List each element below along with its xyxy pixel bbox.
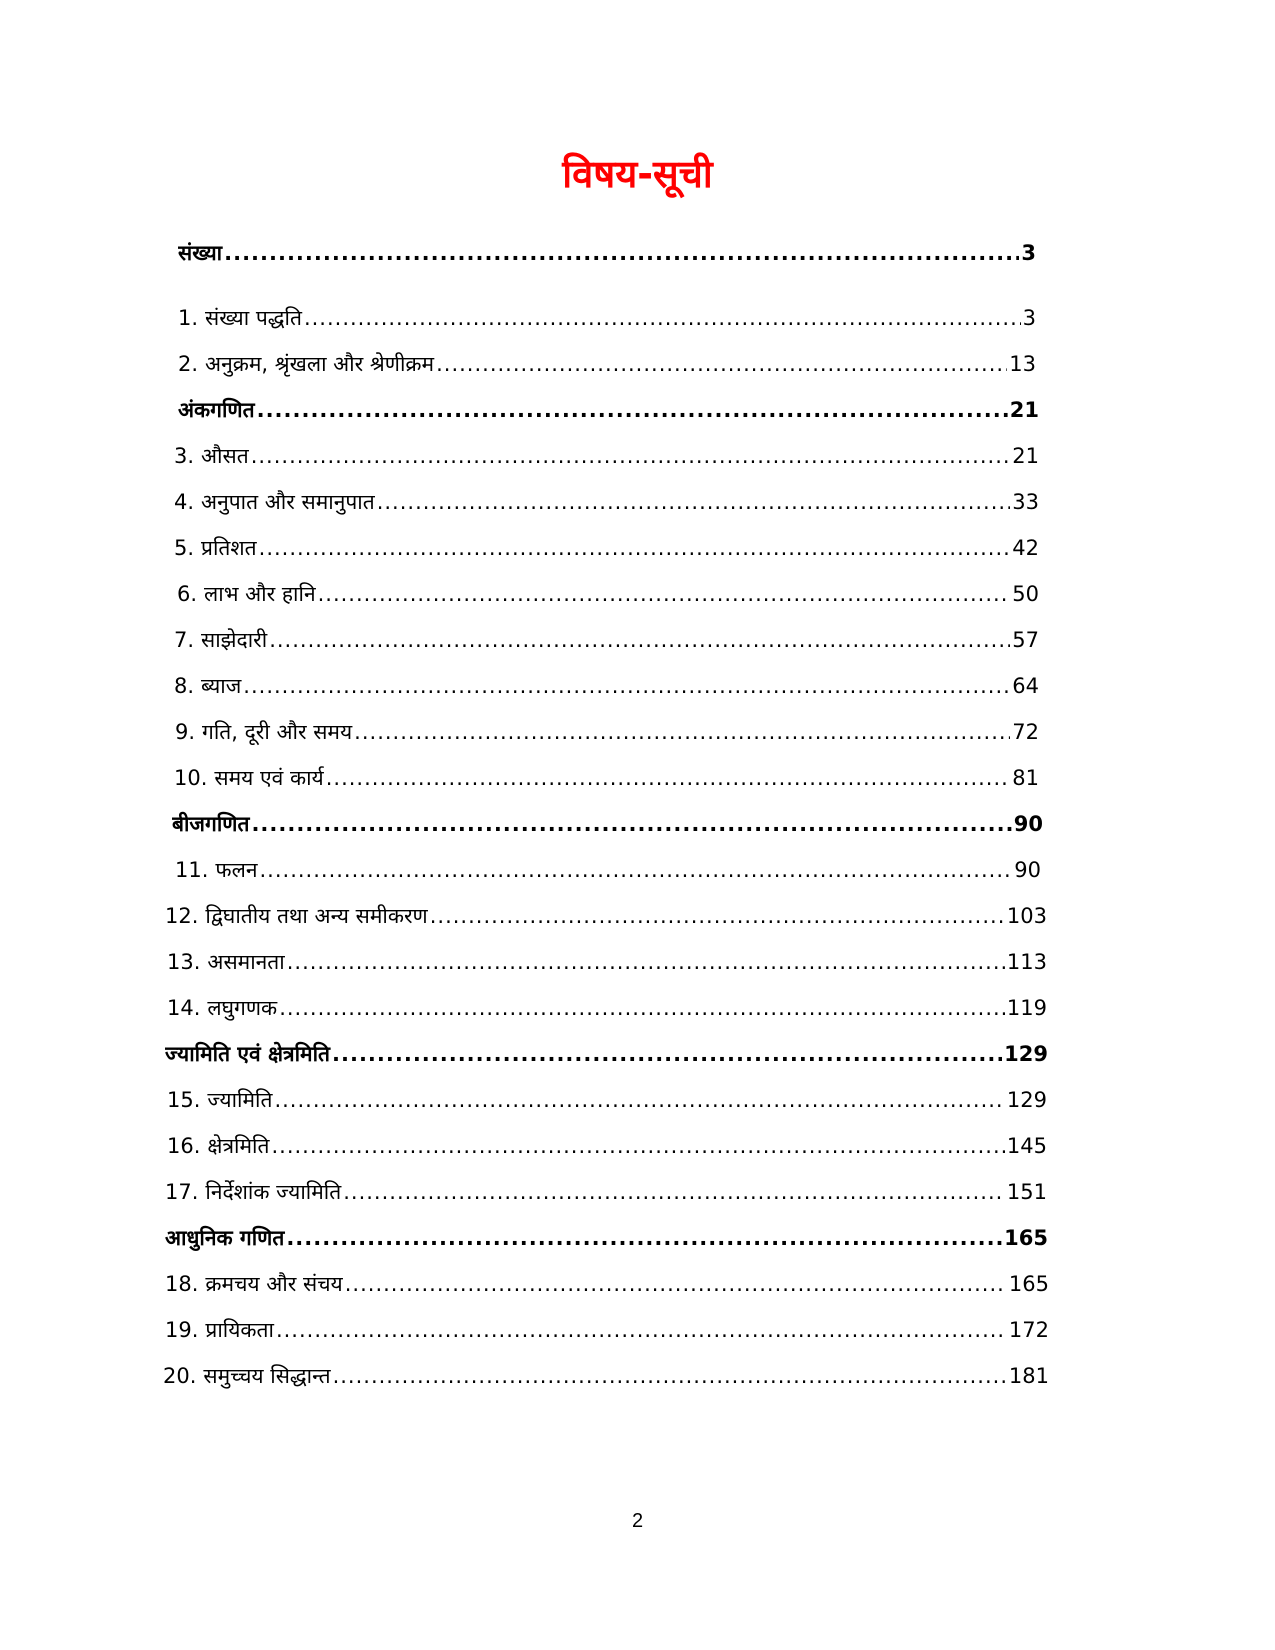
- toc-entry-label: [165, 1223, 284, 1253]
- toc-chapter-entry[interactable]: [165, 1315, 1049, 1345]
- toc-entry-page: 81: [1012, 766, 1039, 790]
- toc-entry-page: 57: [1012, 628, 1039, 652]
- toc-entry-page: 50: [1012, 582, 1039, 606]
- toc-section-entry[interactable]: [165, 1223, 1048, 1253]
- dot-leader: [354, 717, 1010, 747]
- dot-leader: [343, 1177, 1005, 1207]
- toc-entry-number: 7.: [174, 628, 195, 652]
- toc-entry-title: समय एवं कार्य: [214, 766, 324, 790]
- toc-entry-page: 90: [1014, 858, 1041, 882]
- toc-entry-number: 5.: [174, 536, 195, 560]
- toc-entry-page: 42: [1012, 536, 1039, 560]
- dot-leader: [260, 855, 1013, 885]
- toc-entry-label: [178, 395, 255, 425]
- toc-entry-title: असमानता: [207, 950, 285, 974]
- toc-entry-label: [178, 349, 434, 379]
- toc-entry-page: 72: [1012, 720, 1039, 744]
- toc-entry-title: आधुनिक गणित: [165, 1226, 285, 1250]
- toc-entry-label: [174, 763, 324, 793]
- toc-entry-page: 119: [1006, 996, 1047, 1020]
- toc-entry-label: [163, 1361, 331, 1391]
- toc-entry-label: [174, 671, 241, 701]
- dot-leader: [274, 1085, 1004, 1115]
- toc-entry-label: [165, 1039, 330, 1069]
- toc-entry-title: ज्यामिति: [207, 1088, 273, 1112]
- toc-entry-label: [174, 625, 267, 655]
- toc-entry-number: 11.: [175, 858, 209, 882]
- toc-entry-number: 13.: [167, 950, 201, 974]
- toc-entry-number: 3.: [174, 444, 195, 468]
- toc-chapter-entry[interactable]: [165, 1269, 1049, 1299]
- toc-entry-label: [175, 717, 352, 747]
- toc-entry-title: ब्याज: [201, 674, 242, 698]
- toc-chapter-entry[interactable]: [174, 487, 1039, 517]
- toc-chapter-entry[interactable]: [175, 717, 1039, 747]
- toc-entry-page: 103: [1006, 904, 1047, 928]
- toc-chapter-entry[interactable]: [167, 1085, 1047, 1115]
- toc-entry-page: 21: [1009, 398, 1039, 422]
- dot-leader: [279, 993, 1005, 1023]
- dot-leader: [326, 763, 1011, 793]
- toc-entry-title: साझेदारी: [201, 628, 268, 652]
- dot-leader: [243, 671, 1010, 701]
- toc-entry-label: [165, 1269, 343, 1299]
- toc-entry-page: 145: [1006, 1134, 1047, 1158]
- toc-section-entry[interactable]: [165, 1039, 1048, 1069]
- toc-chapter-entry[interactable]: [178, 349, 1036, 379]
- toc-chapter-entry[interactable]: [174, 763, 1039, 793]
- toc-entry-number: 8.: [174, 674, 195, 698]
- toc-entry-title: अंकगणित: [178, 398, 255, 422]
- toc-chapter-entry[interactable]: [174, 625, 1039, 655]
- toc-entry-number: 14.: [167, 996, 201, 1020]
- toc-entry-label: [174, 441, 249, 471]
- toc-entry-number: 15.: [167, 1088, 201, 1112]
- toc-entry-title: लघुगणक: [207, 996, 278, 1020]
- toc-entry-page: 129: [1004, 1042, 1048, 1066]
- dot-leader: [318, 579, 1011, 609]
- page-title: विषय-सूची: [562, 152, 713, 196]
- toc-chapter-entry[interactable]: [174, 441, 1039, 471]
- dot-leader: [257, 395, 1008, 425]
- toc-chapter-entry[interactable]: [165, 1177, 1047, 1207]
- toc-entry-title: औसत: [201, 444, 249, 468]
- dot-leader: [224, 238, 1019, 268]
- toc-entry-title: क्रमचय और संचय: [205, 1272, 343, 1296]
- dot-leader: [251, 441, 1011, 471]
- toc-entry-page: 172: [1008, 1318, 1049, 1342]
- toc-entry-number: 17.: [165, 1180, 199, 1204]
- toc-chapter-entry[interactable]: [167, 947, 1047, 977]
- toc-entry-number: 10.: [174, 766, 208, 790]
- toc-chapter-entry[interactable]: [167, 993, 1047, 1023]
- dot-leader: [259, 533, 1011, 563]
- toc-entry-label: [178, 303, 302, 333]
- toc-chapter-entry[interactable]: [165, 901, 1047, 931]
- toc-entry-number: 6.: [177, 582, 198, 606]
- toc-entry-title: ज्यामिति एवं क्षेत्रमिति: [165, 1042, 331, 1066]
- dot-leader: [333, 1361, 1007, 1391]
- toc-entry-label: [172, 809, 249, 839]
- dot-leader: [345, 1269, 1007, 1299]
- toc-chapter-entry[interactable]: [177, 579, 1039, 609]
- toc-entry-page: 129: [1006, 1088, 1047, 1112]
- toc-entry-title: क्षेत्रमिति: [207, 1134, 270, 1158]
- toc-entry-title: प्रायिकता: [205, 1318, 274, 1342]
- toc-entry-number: 18.: [165, 1272, 199, 1296]
- dot-leader: [286, 1223, 1002, 1253]
- toc-entry-title: लाभ और हानि: [204, 582, 316, 606]
- toc-entry-number: 19.: [165, 1318, 199, 1342]
- toc-chapter-entry[interactable]: [175, 855, 1041, 885]
- toc-entry-label: [167, 1085, 272, 1115]
- toc-entry-page: 64: [1012, 674, 1039, 698]
- toc-section-entry[interactable]: [172, 809, 1043, 839]
- dot-leader: [332, 1039, 1002, 1069]
- toc-entry-title: समुच्चय सिद्धान्त: [203, 1364, 331, 1388]
- dot-leader: [430, 901, 1005, 931]
- dot-leader: [276, 1315, 1007, 1345]
- toc-entry-title: निर्देशांक ज्यामिति: [205, 1180, 342, 1204]
- toc-entry-title: द्विघातीय तथा अन्य समीकरण: [205, 904, 428, 928]
- toc-chapter-entry[interactable]: [174, 671, 1039, 701]
- dot-leader: [251, 809, 1011, 839]
- toc-entry-label: [177, 579, 316, 609]
- toc-entry-label: [165, 1315, 274, 1345]
- dot-leader: [304, 303, 1021, 333]
- toc-entry-page: 181: [1008, 1364, 1049, 1388]
- toc-entry-label: [167, 993, 277, 1023]
- toc-entry-number: 4.: [174, 490, 195, 514]
- dot-leader: [377, 487, 1011, 517]
- dot-leader: [436, 349, 1007, 379]
- toc-entry-label: [174, 487, 375, 517]
- toc-entry-page: 165: [1004, 1226, 1048, 1250]
- toc-section-entry[interactable]: [178, 395, 1039, 425]
- toc-entry-title: संख्या पद्धति: [205, 306, 302, 330]
- toc-chapter-entry[interactable]: [163, 1361, 1049, 1391]
- toc-entry-title: बीजगणित: [172, 812, 250, 836]
- dot-leader: [271, 1131, 1004, 1161]
- toc-entry-title: संख्या: [178, 241, 223, 265]
- dot-leader: [287, 947, 1005, 977]
- page-number: 2: [631, 1510, 644, 1532]
- toc-chapter-entry[interactable]: [167, 1131, 1047, 1161]
- toc-entry-page: 113: [1006, 950, 1047, 974]
- toc-entry-page: 90: [1013, 812, 1043, 836]
- toc-entry-title: अनुक्रम, श्रृंखला और श्रेणीक्रम: [205, 352, 435, 376]
- toc-entry-page: 3: [1021, 241, 1036, 265]
- toc-entry-title: प्रतिशत: [201, 536, 257, 560]
- toc-entry-page: 151: [1006, 1180, 1047, 1204]
- toc-chapter-entry[interactable]: [174, 533, 1039, 563]
- toc-entry-number: 16.: [167, 1134, 201, 1158]
- toc-entry-label: [165, 1177, 341, 1207]
- toc-section-entry[interactable]: [178, 238, 1036, 268]
- toc-entry-page: 165: [1008, 1272, 1049, 1296]
- toc-entry-number: 20.: [163, 1364, 197, 1388]
- toc-entry-page: 21: [1012, 444, 1039, 468]
- toc-chapter-entry[interactable]: [178, 303, 1036, 333]
- toc-entry-label: [165, 901, 428, 931]
- toc-entry-label: [178, 238, 222, 268]
- toc-entry-number: 12.: [165, 904, 199, 928]
- toc-entry-page: 13: [1009, 352, 1036, 376]
- toc-entry-label: [167, 947, 285, 977]
- toc-entry-title: फलन: [215, 858, 258, 882]
- toc-entry-label: [174, 533, 257, 563]
- toc-entry-title: गति, दूरी और समय: [202, 720, 353, 744]
- toc-entry-page: 3: [1022, 306, 1036, 330]
- toc-entry-number: 9.: [175, 720, 196, 744]
- dot-leader: [269, 625, 1010, 655]
- toc-entry-label: [167, 1131, 269, 1161]
- toc-entry-title: अनुपात और समानुपात: [201, 490, 375, 514]
- toc-entry-page: 33: [1012, 490, 1039, 514]
- toc-entry-label: [175, 855, 258, 885]
- toc-entry-number: 1.: [178, 306, 199, 330]
- toc-entry-number: 2.: [178, 352, 199, 376]
